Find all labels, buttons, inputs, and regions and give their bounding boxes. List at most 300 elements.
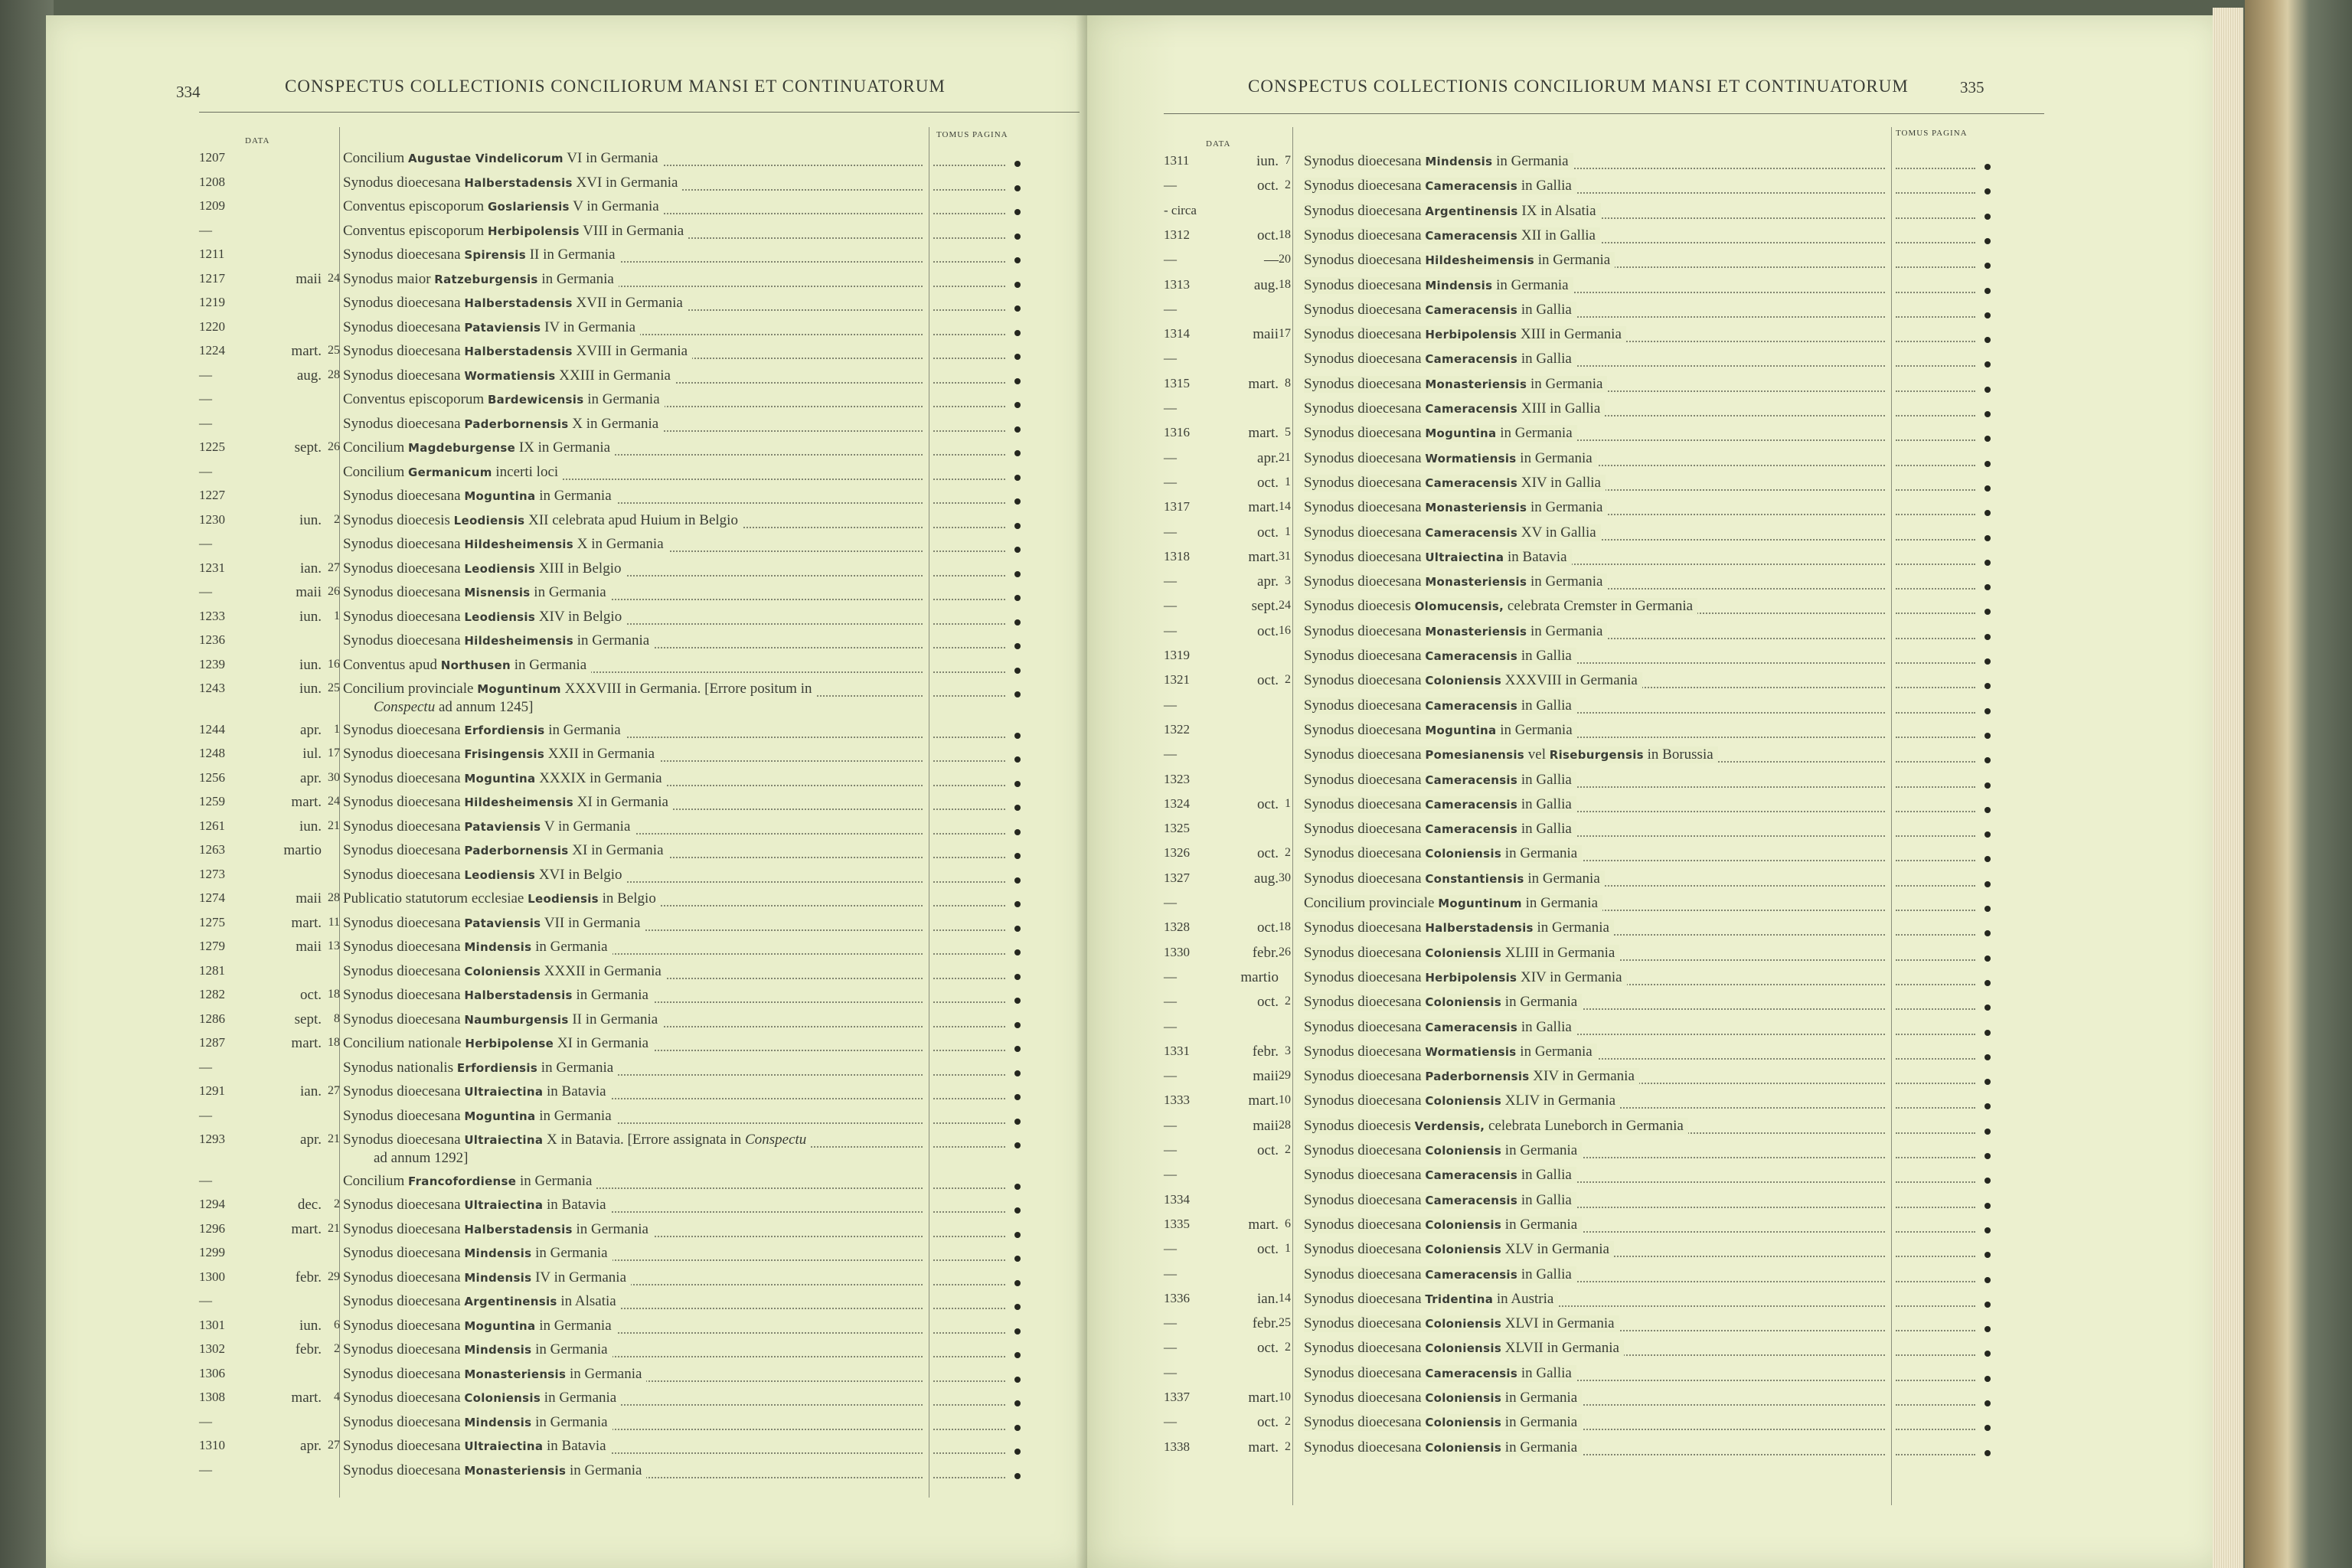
reference-bullet — [1014, 1473, 1021, 1479]
entry-text — [343, 175, 682, 191]
entry-suffix: in Germania — [544, 1390, 617, 1406]
reference-leader-dots — [1896, 1330, 1975, 1331]
reference-bullet — [1014, 523, 1021, 529]
entry-prefix: Synodus dioecesana — [343, 721, 461, 738]
entry-suffix: in Germania — [1537, 920, 1609, 936]
entry-row — [46, 1269, 1080, 1293]
entry-year: 1263 — [199, 842, 225, 857]
reference-leader-dots — [933, 808, 1005, 810]
entry-month: mart. — [1248, 1216, 1279, 1233]
reference-bullet — [1984, 1030, 1991, 1036]
entry-year: — — [1164, 1117, 1177, 1132]
entry-row — [1087, 871, 2213, 894]
entry-year: 1211 — [199, 247, 225, 261]
entry-prefix: Synodus dioecesana — [1304, 870, 1422, 887]
entry-suffix: in Gallia — [1521, 1167, 1572, 1184]
reference-leader-dots — [1896, 1157, 1975, 1158]
column-head-data: DATA — [245, 136, 270, 145]
reference-leader-dots — [1896, 1305, 1975, 1307]
entry-text — [343, 247, 620, 263]
entry-year: — — [1164, 252, 1177, 267]
entry-row — [1087, 1414, 2213, 1438]
entry-text — [1304, 549, 1572, 566]
entry-prefix: Synodus dioecesana — [1304, 1191, 1422, 1208]
entry-month: maii — [296, 890, 322, 906]
entry-day: 1 — [1285, 1242, 1291, 1256]
entry-place: Halberstadensis — [1425, 921, 1534, 936]
entry-place: Coloniensis — [1425, 1243, 1502, 1257]
reference-bullet — [1014, 185, 1021, 191]
entry-text — [343, 198, 664, 215]
entry-suffix: in Germania — [1530, 375, 1603, 392]
entry-text — [343, 890, 661, 907]
entry-prefix: Synodus dioecesana — [1304, 795, 1422, 812]
entry-suffix: XII in Gallia — [1521, 227, 1596, 243]
entry-text — [1304, 920, 1614, 936]
entry-month: oct. — [1257, 1241, 1279, 1258]
entry-prefix: Synodus dioecesana — [1304, 400, 1422, 416]
entry-row — [1087, 549, 2213, 573]
entry-day: 2 — [1285, 1415, 1291, 1429]
entry-place: Pataviensis — [464, 819, 541, 834]
entry-text — [1304, 1068, 1639, 1085]
entry-month: iun. — [299, 1317, 322, 1334]
entry-text — [1304, 351, 1576, 368]
reference-leader-dots — [933, 1146, 1005, 1148]
reference-leader-dots — [933, 1098, 1005, 1099]
entry-year: — — [199, 584, 212, 599]
entry-prefix: Synodus dioecesana — [1304, 375, 1422, 392]
entry-day: 1 — [334, 609, 340, 622]
entry-text — [343, 770, 667, 787]
reference-bullet — [1014, 1280, 1021, 1286]
reference-leader-dots — [933, 1404, 1005, 1406]
entry-row — [46, 1132, 1080, 1155]
reference-leader-dots — [933, 1074, 1005, 1076]
reference-leader-dots — [933, 1477, 1005, 1478]
reference-leader-dots — [1896, 242, 1975, 243]
entry-place: Moguntina — [464, 1109, 536, 1123]
entry-place: Hildesheimensis — [464, 795, 573, 809]
entry-suffix: XVI in Belgio — [538, 866, 622, 883]
reference-bullet — [1014, 668, 1021, 674]
entry-day: 25 — [328, 344, 340, 357]
entry-prefix: Publicatio statutorum ecclesiae — [343, 890, 524, 906]
reference-leader-dots — [933, 550, 1005, 552]
entry-text — [1304, 252, 1615, 269]
entry-row — [1087, 178, 2213, 201]
entry-month: aug. — [1253, 870, 1279, 887]
entry-row — [46, 681, 1080, 704]
entry-month: iun. — [299, 818, 322, 835]
entry-row — [46, 842, 1080, 866]
entry-suffix: XIV in Germania — [1521, 969, 1622, 985]
entry-prefix: Synodus dioecesana — [343, 1438, 461, 1454]
reference-bullet — [1984, 1079, 1991, 1085]
reference-bullet — [1014, 1184, 1021, 1190]
entry-place: Coloniensis — [1425, 847, 1502, 861]
reference-bullet — [1984, 1351, 1991, 1357]
reference-bullet — [1014, 619, 1021, 626]
entry-prefix: Synodus dioecesana — [343, 1365, 461, 1382]
entry-year: 1314 — [1164, 326, 1190, 341]
reference-leader-dots — [933, 261, 1005, 263]
entry-year: — — [1164, 1142, 1177, 1157]
entry-year: 1224 — [199, 343, 225, 358]
entry-suffix: XVIII in Germania — [576, 343, 688, 359]
entry-suffix: incerti loci — [495, 463, 559, 480]
entry-row — [1087, 920, 2213, 943]
entry-text — [1304, 1390, 1582, 1406]
reference-bullet — [1014, 877, 1021, 884]
column-head-tomus-pagina: TOMUS PAGINA — [1896, 129, 1968, 138]
entry-continuation — [374, 699, 533, 716]
entry-suffix: in Germania — [1525, 895, 1599, 911]
entry-day: 4 — [334, 1390, 340, 1403]
entry-year: 1239 — [199, 656, 225, 671]
reference-leader-dots — [1896, 1008, 1975, 1010]
entry-row — [1087, 376, 2213, 400]
entry-text — [343, 1341, 612, 1358]
entry-prefix: Conventus episcoporum — [343, 198, 485, 214]
entry-prefix: Synodus dioecesana — [1304, 1018, 1422, 1035]
entry-row — [1087, 1390, 2213, 1413]
reference-leader-dots — [933, 406, 1005, 407]
entry-row — [46, 867, 1080, 890]
reference-leader-dots — [933, 953, 1005, 955]
entry-suffix: in Gallia — [1521, 648, 1572, 664]
reference-leader-dots — [1896, 761, 1975, 763]
entry-place: Coloniensis — [464, 1391, 541, 1405]
entry-month: oct. — [1257, 622, 1279, 639]
entry-year: 1233 — [199, 608, 225, 623]
entry-row — [46, 560, 1080, 584]
entry-place: Monasteriensis — [1425, 624, 1527, 639]
reference-leader-dots — [1896, 1058, 1975, 1060]
entry-text — [1304, 1365, 1576, 1382]
entry-month: apr. — [1257, 573, 1279, 590]
reference-leader-dots — [933, 1211, 1005, 1213]
entry-prefix: Synodus dioecesana — [1304, 524, 1422, 541]
entry-day: 21 — [1279, 450, 1291, 464]
entry-year: 1322 — [1164, 721, 1190, 737]
entry-text — [1304, 623, 1607, 640]
entry-place: Hildesheimensis — [1425, 253, 1534, 268]
entry-text — [1304, 1118, 1688, 1135]
entry-suffix: XLV in Germania — [1504, 1241, 1609, 1258]
entry-text — [343, 609, 626, 626]
entry-suffix: in Germania — [577, 632, 650, 648]
entry-prefix: Synodus dioecesana — [343, 560, 461, 577]
reference-bullet — [1014, 781, 1021, 787]
entry-suffix: in Germania — [1504, 1390, 1578, 1406]
entry-row — [1087, 1068, 2213, 1092]
entry-suffix: in Gallia — [1521, 795, 1572, 812]
entry-year: — — [1164, 400, 1177, 415]
reference-leader-dots — [933, 599, 1005, 600]
entry-month: mart. — [291, 1390, 322, 1406]
reference-bullet — [1014, 1377, 1021, 1383]
reference-bullet — [1984, 584, 1991, 590]
reference-leader-dots — [933, 382, 1005, 384]
entry-place: Monasteriensis — [464, 1463, 567, 1478]
entry-continuation-text: ad annum 1292] — [374, 1149, 469, 1166]
entry-prefix: Synodus dioecesana — [343, 1220, 461, 1237]
entry-month: aug. — [296, 367, 322, 384]
entry-prefix: Synodus dioecesana — [1304, 1142, 1422, 1158]
reference-bullet — [1984, 831, 1991, 838]
entry-day: 16 — [1279, 623, 1291, 637]
reference-bullet — [1984, 188, 1991, 194]
entry-year: — — [1164, 1241, 1177, 1256]
reference-bullet — [1014, 1142, 1021, 1148]
entry-row — [1087, 1266, 2213, 1290]
entry-prefix: Synodus dioecesana — [343, 939, 461, 955]
entry-year: 1225 — [199, 439, 225, 454]
reference-bullet — [1014, 926, 1021, 932]
entry-year: 1308 — [199, 1390, 225, 1404]
entry-place: Wormatiensis — [1425, 451, 1517, 466]
entry-year: 1243 — [199, 681, 225, 695]
entry-row — [1087, 1019, 2213, 1043]
entry-row — [1087, 796, 2213, 820]
entry-month: oct. — [1257, 845, 1279, 862]
reference-leader-dots — [1896, 439, 1975, 441]
entry-day: 6 — [1285, 1217, 1291, 1230]
entry-row — [46, 368, 1080, 391]
entry-month: — — [1264, 252, 1279, 269]
entry-prefix: Synodus dioecesana — [1304, 252, 1422, 269]
entry-prefix: Synodus dioecesana — [1304, 153, 1422, 169]
entry-year: 1325 — [1164, 821, 1190, 836]
entry-prefix: Synodus dioecesana — [343, 1413, 461, 1430]
entry-place: Argentinensis — [1425, 204, 1518, 218]
entry-prefix: Synodus dioecesana — [1304, 1093, 1422, 1109]
entry-suffix: in Germania — [548, 721, 621, 738]
entry-suffix: in Germania — [535, 1341, 608, 1357]
entry-italic: Conspectu — [374, 698, 436, 715]
entry-suffix: in Batavia — [547, 1438, 606, 1454]
entry-prefix: Synodus dioecesana — [1304, 351, 1422, 368]
entry-row — [46, 488, 1080, 511]
entry-prefix: Synodus dioecesana — [343, 842, 461, 858]
entry-text — [343, 842, 668, 859]
entry-place: Ultraiectina — [1425, 550, 1504, 564]
entry-day: 2 — [334, 1197, 340, 1210]
entry-month: mart. — [1248, 548, 1279, 565]
entry-prefix: Synodus dioecesana — [1304, 1068, 1422, 1085]
reference-bullet — [1014, 571, 1021, 577]
entry-suffix: IV in Germania — [535, 1269, 626, 1285]
entry-month: maii — [1253, 326, 1279, 343]
entry-text — [343, 464, 563, 481]
reference-leader-dots — [933, 1001, 1005, 1003]
entry-month: martio — [283, 842, 322, 858]
entry-prefix: Synodus dioecesana — [1304, 672, 1422, 689]
entry-prefix: Synodus dioecesana — [1304, 425, 1422, 442]
reference-leader-dots — [1896, 489, 1975, 491]
entry-prefix: Synodus dioecesana — [1304, 969, 1422, 985]
entry-row — [1087, 524, 2213, 548]
reference-leader-dots — [933, 454, 1005, 456]
entry-year: 1326 — [1164, 845, 1190, 861]
entry-place: Pataviensis — [464, 916, 541, 930]
entry-prefix: Concilium provinciale — [343, 681, 474, 697]
reference-bullet — [1984, 782, 1991, 789]
entry-prefix: Synodus dioecesana — [1304, 474, 1422, 491]
entry-year: 1311 — [1164, 153, 1190, 168]
reference-leader-dots — [1896, 292, 1975, 293]
entry-month: febr. — [1252, 944, 1279, 961]
reference-leader-dots — [1896, 662, 1975, 664]
entry-year: 1301 — [199, 1317, 225, 1332]
reference-leader-dots — [1896, 638, 1975, 639]
entry-prefix: Synodus dioecesana — [1304, 499, 1422, 516]
entry-prefix: Synodus dioecesana — [1304, 1266, 1422, 1282]
entry-prefix: Synodus dioecesana — [343, 608, 461, 625]
entry-text — [343, 1462, 646, 1479]
entry-row — [46, 295, 1080, 318]
entry-text — [1304, 1044, 1597, 1060]
entry-prefix: Synodus dioecesana — [1304, 178, 1422, 194]
reference-leader-dots — [933, 695, 1005, 697]
entry-suffix: in Germania — [534, 584, 606, 600]
entry-row — [1087, 1315, 2213, 1339]
entry-year: 1291 — [199, 1083, 225, 1098]
entry-place: Riseburgensis — [1549, 748, 1644, 763]
entry-prefix: Synodus dioecesana — [1304, 1315, 1422, 1332]
reference-leader-dots — [933, 671, 1005, 673]
reference-bullet — [1014, 974, 1021, 980]
entry-text — [343, 867, 627, 884]
entry-suffix: in Germania — [535, 1413, 608, 1430]
reference-bullet — [1984, 387, 1991, 393]
entry-year: — — [199, 415, 212, 430]
reference-bullet — [1984, 436, 1991, 442]
entry-text — [343, 794, 673, 811]
entry-month: martio — [1240, 969, 1279, 985]
entry-prefix: Synodus dioecesana — [1304, 202, 1422, 219]
entry-suffix: in Gallia — [1521, 771, 1572, 788]
entry-prefix: Synodus dioecesana — [343, 367, 461, 384]
reference-leader-dots — [1896, 588, 1975, 590]
entry-place: Leodiensis — [453, 513, 525, 528]
reference-bullet — [1014, 829, 1021, 835]
entry-place: Cameracensis — [1425, 302, 1518, 317]
entry-row — [1087, 1241, 2213, 1265]
entry-year: — — [1164, 1266, 1177, 1281]
reference-bullet — [1984, 361, 1991, 368]
entry-place: Coloniensis — [1425, 1317, 1502, 1331]
entry-month: iun. — [299, 681, 322, 697]
entry-month: iun. — [299, 656, 322, 673]
reference-leader-dots — [1896, 811, 1975, 812]
reference-leader-dots — [1896, 1181, 1975, 1183]
entry-year: 1299 — [199, 1245, 225, 1259]
entry-month: mart. — [291, 794, 322, 810]
entry-year: — — [1164, 1315, 1177, 1331]
entry-month: oct. — [1257, 994, 1279, 1011]
entry-year: - circa — [1164, 202, 1197, 217]
entry-day: 14 — [1279, 500, 1291, 514]
reference-bullet — [1984, 1129, 1991, 1135]
reference-bullet — [1984, 337, 1991, 343]
reference-leader-dots — [933, 237, 1005, 239]
entry-place: Paderbornensis — [1425, 1070, 1530, 1084]
entry-text — [343, 343, 692, 360]
entry-text — [343, 1318, 616, 1334]
entry-day: 29 — [1279, 1069, 1291, 1083]
entry-suffix: in Germania — [1530, 573, 1603, 590]
entry-row — [46, 584, 1080, 608]
reference-bullet — [1014, 733, 1021, 739]
entry-place: Herbipolense — [465, 1037, 554, 1050]
entry-text — [1304, 1439, 1582, 1456]
entry-text — [343, 632, 654, 649]
entry-suffix: XVII in Germania — [576, 295, 683, 311]
entry-suffix: celebrata Cremster in Germania — [1507, 598, 1694, 615]
entry-month: apr. — [1257, 449, 1279, 466]
entry-row — [46, 416, 1080, 439]
entry-row — [46, 609, 1080, 632]
reference-bullet — [1014, 1022, 1021, 1028]
reference-bullet — [1984, 733, 1991, 739]
entry-place: Bardewicensis — [487, 393, 584, 407]
reference-bullet — [1014, 1256, 1021, 1262]
reference-bullet — [1984, 1252, 1991, 1258]
entry-prefix: Synodus dioecesana — [343, 1341, 461, 1357]
reference-leader-dots — [933, 1380, 1005, 1382]
reference-bullet — [1014, 1425, 1021, 1431]
entry-place: Erfordiensis — [464, 723, 545, 737]
entry-month: febr. — [1252, 1043, 1279, 1060]
entry-prefix: Synodus dioecesana — [1304, 920, 1422, 936]
entry-year: 1244 — [199, 721, 225, 737]
entry-text — [343, 1173, 596, 1190]
entry-row — [1087, 1044, 2213, 1067]
book-cover-right — [2245, 0, 2352, 1568]
entry-month: oct. — [1257, 227, 1279, 243]
entry-text — [343, 963, 666, 980]
entry-text — [1304, 1192, 1576, 1209]
entry-suffix: in Batavia — [547, 1197, 606, 1213]
entry-month: mart. — [1248, 499, 1279, 516]
reference-leader-dots — [1896, 1034, 1975, 1035]
entry-place: Hildesheimensis — [464, 634, 573, 648]
reference-leader-dots — [1896, 786, 1975, 788]
entry-italic: Conspectu — [745, 1132, 807, 1148]
reference-bullet — [1984, 1054, 1991, 1060]
entry-prefix: Conventus episcoporum — [343, 391, 485, 407]
entry-prefix: Synodus dioecesana — [1304, 821, 1422, 838]
entry-year: 1336 — [1164, 1290, 1190, 1305]
reference-bullet — [1014, 1449, 1021, 1455]
entry-prefix: Synodus dioecesana — [343, 584, 461, 600]
entry-text — [1304, 1019, 1576, 1036]
entry-month: aug. — [1253, 276, 1279, 293]
entry-month: oct. — [1257, 178, 1279, 194]
entry-year: 1220 — [199, 318, 225, 334]
entry-prefix: Synodus dioecesana — [343, 987, 461, 1003]
reference-leader-dots — [1896, 316, 1975, 318]
right-page — [1087, 15, 2220, 1568]
entry-continuation — [374, 1150, 468, 1167]
reference-leader-dots — [1896, 984, 1975, 985]
entry-suffix: in Germania — [1496, 276, 1569, 293]
reference-leader-dots — [1896, 1281, 1975, 1282]
entry-prefix: Synodus dioecesana — [1304, 276, 1422, 293]
entry-suffix: XII celebrata apud Huium in Belgio — [528, 511, 738, 528]
